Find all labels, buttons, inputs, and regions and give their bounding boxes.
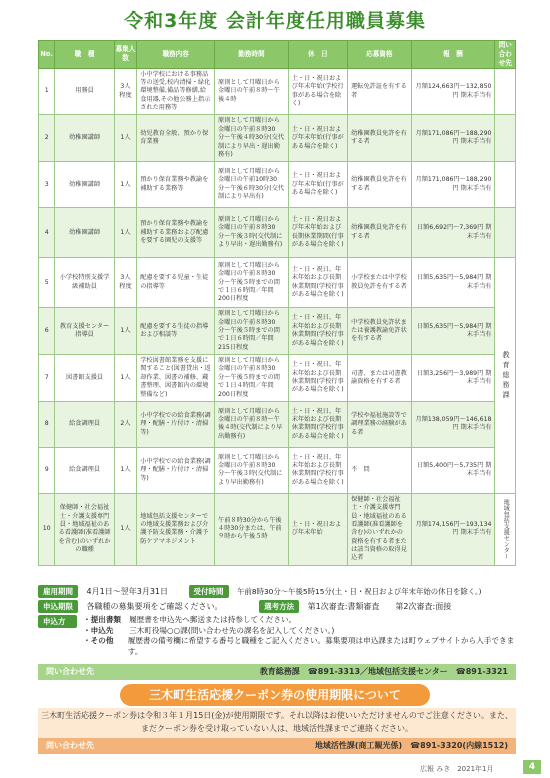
salary-cell: 月額124,663円〜132,850円 期末手当有 [411,68,495,115]
table-row [39,355,516,402]
header-cell: 問い合わせ先 [495,41,516,69]
headcount-cell: 3人程度 [114,68,137,115]
headcount-cell: 1人 [114,115,137,162]
header-cell: 勤務時間 [215,41,289,69]
salary-cell: 日額5,635円〜5,984円 期末手当有 [411,308,495,355]
header-cell: 職 種 [55,41,114,69]
headcount-cell: 1人 [114,208,137,258]
row-number-cell: 7 [39,355,55,402]
headcount-cell: 3人程度 [114,258,137,308]
qualification-cell: 小学校または中学校教員免許を有する者 [348,258,411,308]
job-title-cell: 用務員 [55,68,114,115]
holidays-cell: 土・日・祝日、年末年始および長期休業期間(学校行事がある場合を除く) [288,355,347,402]
work-hours-cell: 原則として月曜日から金曜日の午前10時30分〜午後６時30分(交代制により早出有) [215,162,289,208]
coupon-body: 三木町生活応援クーポン券は令和３年１月15日(金)が使用期限です。それ以降はお使いいただけませんのでご注意ください。また、まだクーポン券を受け取っていない人は、地域活性課までご連絡ください。 [38,708,516,740]
method-key: ・その他 [83,636,114,646]
dept-empty-cell [495,162,516,208]
work-hours-cell: 原則として月曜日から金曜日の午前８時30分〜午後５時までの間で１日６時間／年間200日程度 [215,258,289,308]
method-row [38,615,516,659]
footer-text: 広報 みき 2021年1月 [420,765,494,773]
row-number-cell: 6 [39,308,55,355]
qualification-cell: 運転免許証を有する者 [348,68,411,115]
dept-empty-cell [495,208,516,258]
duties-cell: 預かり保育業務や教諭を補助する業務および配慮を要する園児の支援等 [137,208,215,258]
contact-text: 教育総務課 ☎891-3313／地域包括支援センター ☎891-3321 [259,667,508,676]
headcount-cell: 1人 [114,308,137,355]
work-hours-cell: 午前８時30分から午後４時30分または、午前９時から午後５時 [215,493,289,565]
holidays-cell: 土・日・祝日および年末年始(行事がある場合を除く) [288,115,347,162]
salary-cell: 日額6,692円〜7,369円 期末手当有 [411,208,495,258]
method-item [83,615,516,626]
header-cell: 報 酬 [411,41,495,69]
header-cell: No. [39,41,55,69]
table-row [39,258,516,308]
table-row [39,68,516,115]
method-key: ・申込先 [83,625,114,635]
header-cell: 休 日 [288,41,347,69]
job-title-cell: 幼稚園講師 [55,162,114,208]
dept-empty-cell [495,68,516,115]
qualification-cell: 幼稚園教員免許を有する者 [348,115,411,162]
method-label: 申込方法 [38,615,77,628]
page-number: 4 [523,760,541,774]
row-number-cell: 8 [39,401,55,447]
header-cell: 募集人数 [114,41,137,69]
work-hours-cell: 原則として月曜日から金曜日の午前８時〜午後４時(交代制により早出勤務有) [215,401,289,447]
page-title: 令和3年度 会計年度任用職員募集 [124,10,426,32]
method-value: 履歴書の備考欄に希望する番号と職種をご記入ください。募集要項は申込課または町ウェブサイトから入手できます。 [127,636,515,656]
qualification-cell: 学校や福祉施設等で調理業務の経験がある者 [348,401,411,447]
holidays-cell: 土・日・祝日、年末年始および長期休業期間(学校行事がある場合を除く) [288,401,347,447]
table-header [39,41,516,69]
duties-cell: 配慮を要する生徒の指導および相談等 [137,308,215,355]
holidays-cell: 土・日・祝日、年末年始および長期休業期間(学校行事がある場合を除く) [288,258,347,308]
employment-row [38,585,516,597]
duties-cell: 預かり保育業務や教諭を補助する業務等 [137,162,215,208]
salary-cell: 月額174,156円〜193,134円 期末手当有 [411,493,495,565]
method-key: ・提出書類 [83,615,122,624]
qualification-cell: 保健師・社会福祉士・介護支援専門員・地域福祉のある看護師(准看護師を含む)のいずれかの資格を有する者または該当資格の取得見込者 [348,493,411,565]
headcount-cell: 1人 [114,493,137,565]
hours-label: 受付時間 [189,585,229,598]
holidays-cell: 土・日・祝日および年末年始 [288,493,347,565]
headcount-cell: 1人 [114,447,137,493]
qualification-cell: 不 問 [348,447,411,493]
dept-cell: 教育総務課 [495,258,516,494]
employment-label: 雇用期間 [38,585,78,598]
row-number-cell: 4 [39,208,55,258]
job-title-cell: 給食調理員 [55,401,114,447]
work-hours-cell: 原則として月曜日から金曜日の午前８時30分〜午後４時30分(交代制により早出・遅出勤務有) [215,115,289,162]
headcount-cell: 2人 [114,401,137,447]
apply-text: 各職種の募集要項をご確認ください。 [86,602,223,611]
coupon-title: 三木町生活応援クーポン券の使用期限について [120,684,430,706]
holidays-cell: 土・日・祝日、年末年始および長期休業期間(学校行事がある場合を除く) [288,308,347,355]
job-title-cell: 教育支援センター指導員 [55,308,114,355]
headcount-cell: 1人 [114,162,137,208]
duties-cell: 幼児教育全般、預かり保育業務 [137,115,215,162]
hours-text: 午前8時30分〜午後5時15分(土・日・祝日および年末年始の休日を除く。) [237,587,482,596]
row-number-cell: 5 [39,258,55,308]
salary-cell: 日額3,256円〜3,989円 期末手当有 [411,355,495,402]
salary-cell: 日額5,635円〜5,984円 期末手当有 [411,258,495,308]
contact2-label: 問い合わせ先 [46,741,94,750]
table-row [39,115,516,162]
apply-label: 申込期限 [38,600,78,613]
salary-cell: 日額5,400円〜5,735円 期末手当有 [411,447,495,493]
contact-bar [38,664,516,680]
table-row [39,493,516,565]
contact2-text: 地域活性課(商工観光係) ☎891-3320(内線1512) [314,741,508,750]
jobs-table [38,40,516,566]
dept-cell: 地域包括支援センター [495,493,516,565]
table-row [39,162,516,208]
header-cell: 応募資格 [348,41,411,69]
header-cell: 職務内容 [137,41,215,69]
row-number-cell: 1 [39,68,55,115]
method-value: 履歴書を申込先へ郵送または持参してください。 [129,615,297,624]
job-title-cell: 幼稚園講師 [55,208,114,258]
qualification-cell: 中学校教員免許状または養護教諭免許状を有する者 [348,308,411,355]
contact-label: 問い合わせ先 [46,667,94,676]
table-row [39,401,516,447]
table-row [39,208,516,258]
job-title-cell: 図書館支援員 [55,355,114,402]
work-hours-cell: 原則として月曜日から金曜日の午前８時〜午後４時 [215,68,289,115]
duties-cell: 小中学校における事務品等の送受,校内清掃・緑化環境整備,備品等修繕,給食用器,その他公務上指示された用務等 [137,68,215,115]
select-label: 選考方法 [259,600,299,613]
work-hours-cell: 原則として月曜日から金曜日の午前８時30分〜午後３時(交代制により早出勤務有) [215,447,289,493]
row-number-cell: 3 [39,162,55,208]
duties-cell: 地域包括支援センターでの地域支援業務および介護予防支援業務・介護予防ケアマネジメント [137,493,215,565]
method-list [83,615,516,658]
qualification-cell: 幼稚園教員免許を有する者 [348,162,411,208]
dept-empty-cell [495,115,516,162]
salary-cell: 月額138,059円〜146,618円 期末手当有 [411,401,495,447]
method-item [83,636,516,657]
contact2-bar [38,738,516,754]
duties-cell: 配慮を要する児童・生徒の指導等 [137,258,215,308]
holidays-cell: 土・日・祝日、年末年始および長期休業期間(学校行事がある場合を除く) [288,447,347,493]
salary-cell: 月額171,086円〜188,290円 期末手当有 [411,162,495,208]
apply-row [38,600,516,612]
work-hours-cell: 原則として月曜日から金曜日の午前８時30分〜午後３時(交代制により早出・遅出勤務有) [215,208,289,258]
duties-cell: 学校図書館業務を支援に関すること(図書貸出・返却作業、図書の補修、蔵書整理、図書館内の環境整備など) [137,355,215,402]
select-text: 第1次審査:書類審査 第2次審査:面接 [307,602,452,611]
table-row [39,308,516,355]
job-title-cell: 小学校特別支援学級補助員 [55,258,114,308]
method-value: 三木町役場○○課(問い合わせ先の課名を記入してください。) [129,625,335,635]
holidays-cell: 土・日・祝日および年末年始(行事がある場合を除く) [288,162,347,208]
row-number-cell: 2 [39,115,55,162]
qualification-cell: 幼稚園教員免許を有する者 [348,208,411,258]
table-row [39,447,516,493]
row-number-cell: 9 [39,447,55,493]
work-hours-cell: 原則として月曜日から金曜日の午前８時30分〜午後５時までの間で１日４時間／年間200日程度 [215,355,289,402]
holidays-cell: 土・日・祝日および年末年始および長期休業期間(行事がある場合を除く) [288,208,347,258]
duties-cell: 小中学校での給食業務(調理・配膳・片付け・清掃等) [137,447,215,493]
row-number-cell: 10 [39,493,55,565]
job-title-cell: 給食調理員 [55,447,114,493]
salary-cell: 月額171,086円〜188,290円 期末手当有 [411,115,495,162]
duties-cell: 小中学校での給食業務(調理・配膳・片付け・清掃等) [137,401,215,447]
footer [0,758,550,778]
headcount-cell: 1人 [114,355,137,402]
job-title-cell: 幼稚園講師 [55,115,114,162]
method-item [83,626,516,637]
qualification-cell: 司書、または司書教諭資格を有する者 [348,355,411,402]
title-bar [0,0,550,38]
holidays-cell: 土・日・祝日および年末年始(学校行事がある場合を除く) [288,68,347,115]
work-hours-cell: 原則として月曜日から金曜日の午前８時30分〜午後５時までの間で１日６時間／年間215日程度 [215,308,289,355]
job-title-cell: 保健師・社会福祉士・介護支援専門員・地域福祉のある看護師(准看護師を含む)のいずれかの職種 [55,493,114,565]
employment-period: 4月1日〜翌年3月31日 [86,587,168,596]
